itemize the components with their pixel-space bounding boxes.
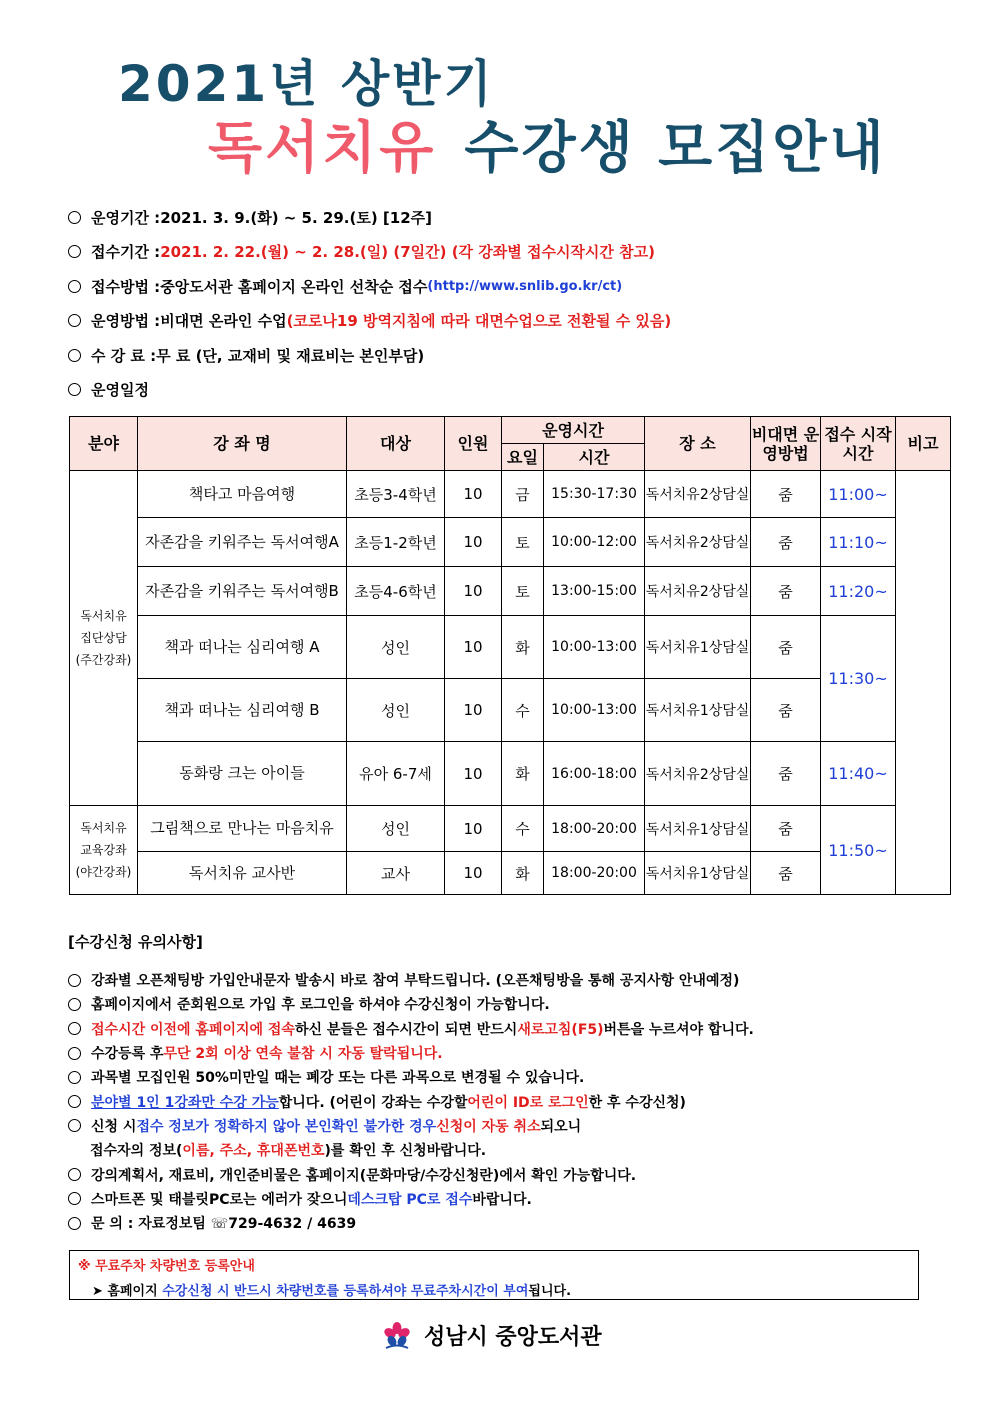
header-course: 강 좌 명 (138, 417, 347, 471)
table-row (70, 806, 951, 852)
course-method: 줌 (751, 679, 821, 742)
info-fee: 수 강 료 : 무 료 (단, 교재비 및 재료비는 본인부담) (68, 338, 948, 373)
circle-bullet-icon (68, 1192, 81, 1205)
circle-bullet-icon (68, 280, 81, 293)
table-row (70, 742, 951, 806)
table-row (70, 471, 951, 518)
list-item: 신청 시 접수 정보가 정확하지 않아 본인확인 불가한 경우 신청이 자동 취소 되오니 (68, 1114, 948, 1138)
circle-bullet-icon (68, 1168, 81, 1181)
table-row (70, 852, 951, 895)
header-capacity: 인원 (445, 417, 502, 471)
info-reception: 접수기간 : 2021. 2. 22.(월) ~ 2. 28.(일) (7일간) (각 강좌별 접수시작시간 참고) (68, 235, 948, 270)
course-day: 화 (502, 742, 544, 806)
course-day: 수 (502, 806, 544, 852)
header-field: 분야 (70, 417, 138, 471)
course-target: 교사 (347, 852, 445, 895)
list-item: 분야별 1인 1강좌만 수강 가능 합니다. (어린이 강좌는 수강할 어린이 ID로 로그인 한 후 수강신청) (68, 1089, 948, 1113)
course-method: 줌 (751, 567, 821, 616)
list-item: 접수시간 이전에 홈페이지에 접속 하신 분들은 접수시간이 되면 반드시 새로고침(F5) 버튼을 누르셔야 합니다. (68, 1017, 948, 1041)
course-place: 독서치유1상담실 (645, 852, 751, 895)
course-capacity: 10 (445, 852, 502, 895)
course-day: 금 (502, 471, 544, 518)
course-name: 그림책으로 만나는 마음치유 (138, 806, 347, 852)
course-day: 토 (502, 518, 544, 567)
circle-bullet-icon (68, 998, 81, 1011)
circle-bullet-icon (68, 974, 81, 987)
list-item: 문 의 : 자료정보팀 ☏729-4632 / 4639 (68, 1211, 948, 1235)
title-line1: 2021년 상반기 (118, 55, 495, 113)
circle-bullet-icon (68, 1071, 81, 1084)
course-name: 자존감을 키워주는 독서여행A (138, 518, 347, 567)
course-capacity: 10 (445, 567, 502, 616)
course-target: 초등1-2학년 (347, 518, 445, 567)
list-item: 수강등록 후 무단 2회 이상 연속 불참 시 자동 탈락됩니다. (68, 1041, 948, 1065)
course-day: 화 (502, 616, 544, 679)
course-day: 수 (502, 679, 544, 742)
header-time: 시간 (544, 444, 645, 471)
seongnam-city-logo-icon (382, 1321, 412, 1351)
circle-bullet-icon (68, 349, 81, 362)
info-period: 운영기간 : 2021. 3. 9.(화) ~ 5. 29.(토) [12주] (68, 200, 948, 235)
footer (382, 1320, 602, 1351)
info-block (68, 200, 948, 407)
start-time: 11:20~ (821, 567, 896, 616)
table-row (70, 616, 951, 679)
schedule-table (69, 416, 951, 895)
table-row (70, 567, 951, 616)
course-name: 책타고 마음여행 (138, 471, 347, 518)
course-method: 줌 (751, 471, 821, 518)
circle-bullet-icon (68, 1119, 81, 1132)
notes-heading: [수강신청 유의사항] (68, 933, 203, 951)
course-method: 줌 (751, 742, 821, 806)
remark-cell (896, 471, 951, 895)
course-capacity: 10 (445, 742, 502, 806)
course-place: 독서치유2상담실 (645, 518, 751, 567)
circle-bullet-icon (68, 1095, 81, 1108)
course-time: 18:00-20:00 (544, 806, 645, 852)
info-operation: 운영방법 : 비대면 온라인 수업 (코로나19 방역지침에 따라 대면수업으로 전환될 수 있음) (68, 304, 948, 339)
header-place: 장 소 (645, 417, 751, 471)
circle-bullet-icon (68, 314, 81, 327)
category-daytime: 독서치유 집단상담 (주간강좌) (70, 471, 138, 806)
start-time: 11:10~ (821, 518, 896, 567)
table-row (70, 518, 951, 567)
circle-bullet-icon (68, 1217, 81, 1230)
course-time: 13:00-15:00 (544, 567, 645, 616)
header-target: 대상 (347, 417, 445, 471)
circle-bullet-icon (68, 211, 81, 224)
notes-list (68, 968, 948, 1235)
course-place: 독서치유2상담실 (645, 567, 751, 616)
course-time: 16:00-18:00 (544, 742, 645, 806)
list-item: 과목별 모집인원 50%미만일 때는 폐강 또는 다른 과목으로 변경될 수 있습니다. (68, 1065, 948, 1089)
course-name: 자존감을 키워주는 독서여행B (138, 567, 347, 616)
title-highlight: 독서치유 (208, 116, 437, 181)
circle-bullet-icon (68, 1047, 81, 1060)
header-start: 접수 시작시간 (821, 417, 896, 471)
title-rest: 수강생 모집안내 (464, 116, 887, 181)
circle-bullet-icon (68, 245, 81, 258)
list-item: 홈페이지에서 준회원으로 가입 후 로그인을 하셔야 수강신청이 가능합니다. (68, 992, 948, 1016)
circle-bullet-icon (68, 1022, 81, 1035)
parking-text: ➤ 홈페이지 수강신청 시 반드시 차량번호를 등록하셔야 무료주차시간이 부여됩니다. (92, 1284, 572, 1299)
start-time: 11:50~ (821, 806, 896, 895)
course-name: 독서치유 교사반 (138, 852, 347, 895)
course-name: 동화랑 크는 아이들 (138, 742, 347, 806)
start-time: 11:30~ (821, 616, 896, 742)
course-time: 10:00-13:00 (544, 679, 645, 742)
library-name: 성남시 중앙도서관 (424, 1325, 602, 1350)
list-item: 강의계획서, 재료비, 개인준비물은 홈페이지(문화마당/수강신청란)에서 확인 가능합니다. (68, 1162, 948, 1186)
category-evening: 독서치유 교육강좌 (야간강좌) (70, 806, 138, 895)
course-target: 유아 6-7세 (347, 742, 445, 806)
course-capacity: 10 (445, 679, 502, 742)
course-target: 성인 (347, 679, 445, 742)
parking-notice (69, 1250, 919, 1300)
course-place: 독서치유1상담실 (645, 679, 751, 742)
header-day: 요일 (502, 444, 544, 471)
course-target: 초등3-4학년 (347, 471, 445, 518)
header-method: 비대면 운영방법 (751, 417, 821, 471)
info-method: 접수방법 : 중앙도서관 홈페이지 온라인 선착순 접수 (http://www.snlib.go.kr/ct) (68, 269, 948, 304)
course-method: 줌 (751, 616, 821, 679)
table-row (70, 679, 951, 742)
course-day: 화 (502, 852, 544, 895)
course-capacity: 10 (445, 806, 502, 852)
course-method: 줌 (751, 806, 821, 852)
course-place: 독서치유2상담실 (645, 471, 751, 518)
course-target: 성인 (347, 616, 445, 679)
circle-bullet-icon (68, 383, 81, 396)
course-time: 10:00-12:00 (544, 518, 645, 567)
course-place: 독서치유2상담실 (645, 742, 751, 806)
course-time: 18:00-20:00 (544, 852, 645, 895)
start-time: 11:40~ (821, 742, 896, 806)
course-place: 독서치유1상담실 (645, 806, 751, 852)
list-item: 접수자의 정보( 이름, 주소, 휴대폰번호 )를 확인 후 신청바랍니다. (90, 1143, 487, 1160)
parking-title: ※ 무료주차 차량번호 등록안내 (78, 1259, 255, 1274)
course-capacity: 10 (445, 616, 502, 679)
course-target: 성인 (347, 806, 445, 852)
course-name: 책과 떠나는 심리여행 B (138, 679, 347, 742)
course-place: 독서치유1상담실 (645, 616, 751, 679)
course-time: 15:30-17:30 (544, 471, 645, 518)
course-capacity: 10 (445, 518, 502, 567)
course-time: 10:00-13:00 (544, 616, 645, 679)
course-method: 줌 (751, 518, 821, 567)
homepage-url[interactable]: (http://www.snlib.go.kr/ct) (427, 278, 623, 294)
course-target: 초등4-6학년 (347, 567, 445, 616)
header-remark: 비고 (896, 417, 951, 471)
info-schedule: 운영일정 (68, 373, 948, 408)
course-method: 줌 (751, 852, 821, 895)
title-line2 (208, 104, 887, 184)
list-item: 스마트폰 및 태블릿PC로는 에러가 잦으니 데스크탑 PC로 접수 바랍니다. (68, 1187, 948, 1211)
start-time: 11:00~ (821, 471, 896, 518)
list-item: 강좌별 오픈채팅방 가입안내문자 발송시 바로 참여 부탁드립니다. (오픈채팅방을 통해 공지사항 안내예정) (68, 968, 948, 992)
header-optime: 운영시간 (502, 417, 645, 444)
course-name: 책과 떠나는 심리여행 A (138, 616, 347, 679)
course-day: 토 (502, 567, 544, 616)
course-capacity: 10 (445, 471, 502, 518)
